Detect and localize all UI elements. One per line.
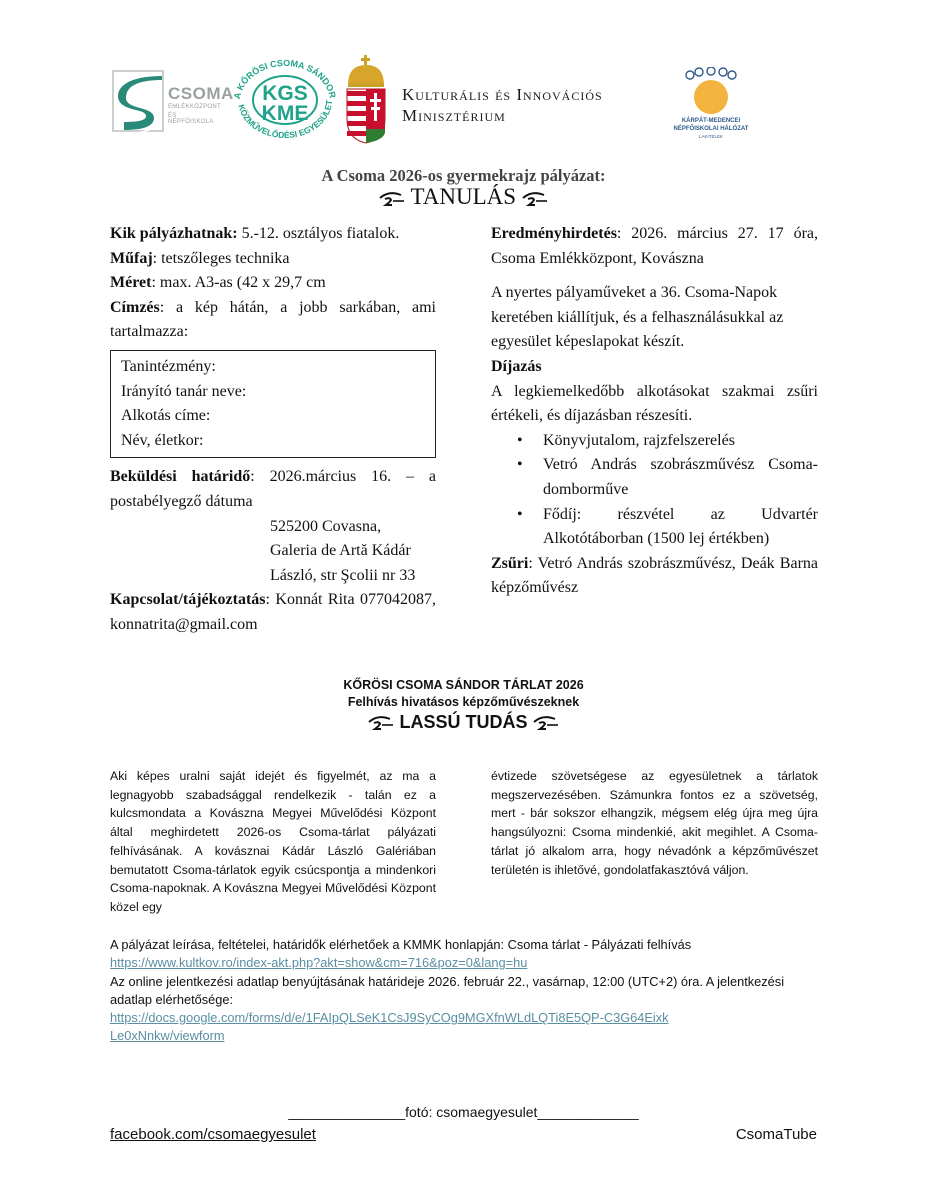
awards-heading (491, 355, 818, 380)
awards-list (491, 429, 818, 552)
contest-title (0, 184, 927, 210)
svg-text:KGS: KGS (262, 82, 308, 105)
address-line: Galeria de Artă Kádár (270, 542, 411, 560)
exhibition-title: KŐRÖSI CSOMA SÁNDOR TÁRLAT 2026 (343, 678, 584, 692)
exhibit-text: A nyertes pályaműveket a 36. Csoma-Napok keretében kiállítjuk, és a felhasználásukkal az egyesület képeslapokat készít. (491, 284, 784, 351)
label: Eredményhirdetés (491, 225, 617, 242)
value: 5.-12. osztályos fiatalok. (237, 225, 400, 242)
exhibition-text-right: évtizede szövetségese az egyesületnek a tárlatok megszervezésében. Számunkra fontos ez a szövetség, mert - bár sokszor elhangzik, mégsem elég újra meg újra hangsúlyozni: Csoma mindenkié, akit megihlet. A Csoma-tárlat jó alkalom arra, hogy névadónk a képzőművészet területén is ihletővé, gondolatfakasztóvá váljon. (491, 769, 818, 877)
kmnh-logo-line: KÁRPÁT-MEDENCEI (681, 118, 741, 124)
label: Díjazás (491, 357, 542, 375)
value: : a kép hátán, a jobb sarkában, ami tartalmazza: (110, 298, 436, 341)
awards-intro: A legkiemelkedőbb alkotásokat szakmai zsűri értékeli, és díjazásban részesíti. (491, 382, 818, 425)
genre (110, 247, 436, 272)
ornament-icon (684, 67, 738, 81)
eye-ornament-icon (368, 714, 394, 732)
label: Kik pályázhatnak: (110, 225, 238, 242)
csoma-logo-title: CSOMA (168, 84, 234, 103)
exhibition-theme-text: LASSÚ TUDÁS (399, 712, 528, 732)
svg-text:KME: KME (261, 102, 309, 125)
coat-of-arms-icon (344, 55, 388, 145)
karpat-medencei-logo (666, 60, 756, 144)
jury (491, 552, 818, 601)
exhibition-info (110, 936, 820, 1046)
postal-address (110, 515, 436, 589)
deadline (110, 465, 436, 514)
ministry-line: Kulturális és Innovációs (402, 85, 603, 104)
google-form-link[interactable]: https://docs.google.com/forms/d/e/1FAIpQLSeK1CsJ9SyCOg9MGXfnWLdLQTi8E5QP-C3G64EixkLe0xNnkw/viewform (110, 1010, 669, 1044)
box-line: Alkotás címe: (121, 407, 211, 425)
label: Címzés (110, 298, 160, 316)
photo-credit: _______________fotó: csomaegyesulet_____________ (288, 1104, 639, 1120)
svg-text:A KŐRÖSI CSOMA SÁNDOR: A KŐRÖSI CSOMA SÁNDOR (232, 57, 338, 100)
label: Műfaj (110, 249, 153, 267)
box-line: Tanintézmény: (121, 357, 216, 375)
award-item: • Fődíj: részvétel az Udvartér Alkotótáborban (1500 lej értékben) (517, 503, 818, 552)
csoma-emlekkozpont-logo (112, 70, 234, 138)
info-line: Az online jelentkezési adatlap benyújtásának határideje 2026. február 22., vasárnap, 12:00 (UTC+2) óra. A jelentkezési adatlap elérhetősége: (110, 973, 785, 1007)
size (110, 271, 436, 296)
value: : tetszőleges technika (152, 249, 290, 267)
contest-left-column (110, 222, 436, 638)
exhibition-subtitle: Felhívás hivatásos képzőművészeknek (347, 695, 580, 709)
box-line: Név, életkor: (121, 431, 204, 449)
label: Zsűri (491, 554, 529, 572)
kgs-kme-emblem-icon (226, 56, 344, 142)
eye-ornament-icon (379, 190, 405, 208)
label: Méret (110, 274, 152, 292)
contact (110, 588, 436, 637)
kultkov-link[interactable]: https://www.kultkov.ro/index-akt.php?akt=show&cm=716&poz=0&lang=hu (110, 955, 528, 971)
value: : max. A3-as (42 x 29,7 cm (151, 274, 326, 292)
svg-text:KÖZMŰVELŐDÉSI EGYESÜLET: KÖZMŰVELŐDÉSI EGYESÜLET (236, 99, 335, 141)
value: : Vetró András szobrászművész, Deák Barna képzőművész (491, 554, 818, 597)
eye-ornament-icon (522, 190, 548, 208)
hungarian-coat-of-arms (344, 55, 388, 145)
kmnh-logo-line: LAKITELEK (698, 134, 723, 139)
results-announcement (491, 222, 818, 271)
value: : Konnát Rita 077042087, konnatrita@gmail.com (110, 591, 436, 633)
kgs-kme-logo (226, 56, 344, 142)
value: : 2026.március 16. – a postabélyegző dátuma (110, 468, 436, 510)
label: Beküldési határidő (110, 468, 251, 486)
csomatube-label: CsomaTube (735, 1126, 817, 1143)
contest-subtitle: A Csoma 2026-os gyermekrajz pályázat: (321, 166, 606, 185)
contest-title-text: TANULÁS (410, 184, 517, 209)
box-line: Irányító tanár neve: (121, 382, 247, 400)
csoma-logo-line: EMLÉKKÖZPONT (168, 104, 221, 110)
sun-emblem-icon (694, 80, 728, 114)
facebook-link[interactable]: facebook.com/csomaegyesulet (110, 1126, 316, 1143)
kmnh-logo-line: NÉPFŐISKOLAI HÁLÓZAT (673, 126, 749, 132)
info-line: A pályázat leírása, feltételei, határidők elérhetőek a KMMK honlapján: Csoma tárlat - Pályázati felhívás (110, 937, 692, 952)
eye-ornament-icon (533, 714, 559, 732)
award-item: • Könyvjutalom, rajzfelszerelés (517, 429, 818, 454)
ministry-line: Minisztérium (402, 106, 506, 125)
csoma-s-icon (118, 76, 166, 134)
contest-right-column (491, 222, 818, 601)
exhibition-text-left: Aki képes uralni saját idejét és figyelmét, az ma a legnagyobb szabadsággal rendelkezik - talán ez a kulcsmondata a Kovászna Megyei Művelődési Központ által meghirdetett 2026-os Csoma-tárlat pályázati felhívásának. A kovásznai Kádár László Galériában bemutatott Csoma-tárlatok egyik csúcspontja a mindenkori Csoma-napoknak. A Kovászna Megyei Művelődési Központ közel egy (110, 769, 436, 914)
ministry-name (402, 84, 603, 126)
award-item: • Vetró András szobrászművész Csoma-domborműve (517, 453, 818, 502)
label-info-box (110, 350, 436, 458)
eligibility (110, 222, 436, 247)
address-line: László, str Şcolii nr 33 (270, 566, 416, 584)
exhibition-theme (0, 712, 927, 733)
addressing (110, 296, 436, 345)
address-line: 525200 Covasna, (270, 517, 382, 535)
csoma-logo-line: ÉS NÉPFŐISKOLA (168, 113, 214, 125)
label: Kapcsolat/tájékoztatás (110, 591, 266, 609)
value: : 2026. március 27. 17 óra, Csoma Emlékközpont, Kovászna (491, 225, 818, 267)
